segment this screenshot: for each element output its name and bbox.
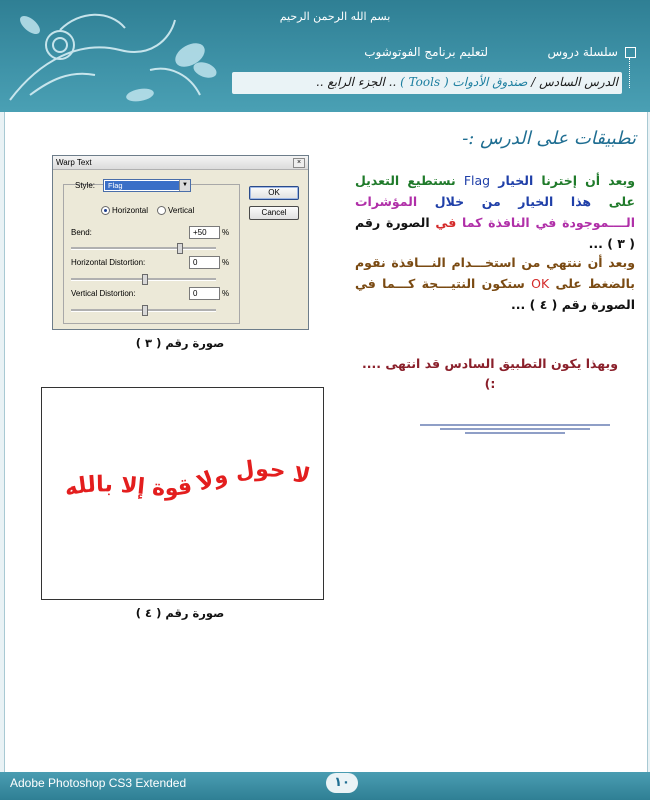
warp-groupbox: [63, 184, 240, 324]
breadcrumb-part: .. الجزء الرابع ..: [315, 75, 397, 89]
vertical-radio[interactable]: [157, 206, 166, 215]
section-title: تطبيقات على الدرس :-: [462, 128, 636, 149]
text-run: Flag: [463, 173, 491, 188]
paragraph-2: [355, 252, 635, 315]
vdist-input[interactable]: 0: [189, 287, 220, 300]
dialog-title: Warp Text: [53, 156, 308, 170]
vertical-label: Vertical: [168, 206, 195, 215]
caption-figure-4: صورة رقم ( ٤ ): [135, 606, 225, 620]
breadcrumb-lesson: الدرس السادس /: [531, 75, 618, 89]
percent-label: %: [222, 258, 230, 267]
text-run: هذا الخيار من خلال: [417, 194, 609, 209]
style-dropdown[interactable]: [103, 179, 191, 192]
closing-text: [355, 354, 625, 394]
style-selected-value: Flag: [105, 181, 180, 190]
text-run: الصورة رقم ( ٤ ) ...: [511, 297, 635, 312]
close-icon[interactable]: ×: [293, 158, 305, 168]
closing-line-2: :): [484, 376, 496, 391]
page-header: [0, 0, 650, 112]
text-run: ستكون النتيـــجة كـــما في: [355, 276, 532, 291]
bend-slider-thumb[interactable]: [177, 243, 183, 254]
hdist-slider-thumb[interactable]: [142, 274, 148, 285]
floral-ornament-icon: [0, 0, 230, 112]
cancel-button[interactable]: Cancel: [249, 206, 299, 220]
bend-label: Bend:: [71, 228, 92, 237]
text-run: في: [435, 215, 457, 230]
bismillah: بسم الله الرحمن الرحيم: [279, 10, 391, 23]
horizontal-label: Horizontal: [112, 206, 149, 215]
breadcrumb: [316, 75, 618, 89]
divider-lines: [420, 422, 610, 436]
warp-text-dialog: [52, 155, 309, 330]
text-run: OK: [531, 276, 550, 291]
hdist-input[interactable]: 0: [189, 256, 220, 269]
percent-label: %: [222, 289, 230, 298]
text-run: نستطيع التعديل على: [355, 173, 635, 209]
text-run: الخيار: [490, 173, 534, 188]
text-run: وبعد أن ننتهي من استخـــدام النـــافذة نقوم بالضغط على: [355, 255, 635, 291]
percent-label: %: [222, 228, 230, 237]
vdist-slider-thumb[interactable]: [142, 305, 148, 316]
dotted-connector: [629, 58, 630, 88]
warped-text-graphic: [42, 388, 323, 599]
footer-app-name: Adobe Photoshop CS3 Extended: [10, 776, 187, 790]
series-label: سلسلة دروس: [547, 45, 618, 59]
text-run: النافذة كما: [456, 215, 536, 230]
horizontal-radio[interactable]: [101, 206, 110, 215]
warped-result-textpath: لا حول ولا قوة إلا بالله: [62, 456, 313, 502]
bend-slider[interactable]: [71, 247, 216, 250]
closing-line-1: وبهذا يكون التطبيق السادس قد انتهى ....: [362, 356, 618, 371]
text-run: المؤشرات الــــموجودة في: [355, 194, 635, 230]
hdist-label: Horizontal Distortion:: [71, 258, 146, 267]
style-label: Style:: [75, 181, 96, 190]
vdist-slider[interactable]: [71, 309, 216, 312]
series-topic: لتعليم برنامج الفوتوشوب: [364, 45, 488, 59]
chevron-down-icon[interactable]: ▼: [179, 180, 190, 191]
breadcrumb-toolbox: صندوق الأدوات ( Tools ): [400, 75, 528, 89]
paragraph-1: [355, 170, 635, 254]
vdist-label: Vertical Distortion:: [71, 289, 136, 298]
text-run: وبعد أن إخترنا: [533, 173, 635, 188]
warped-result-text: [62, 457, 312, 502]
caption-figure-3: صورة رقم ( ٣ ): [135, 336, 225, 350]
hdist-slider[interactable]: [71, 278, 216, 281]
bend-input[interactable]: +50: [189, 226, 220, 239]
page-number: ١٠: [326, 773, 358, 793]
text-run: الصورة رقم ( ٣ ) ...: [355, 215, 635, 251]
ok-button[interactable]: OK: [249, 186, 299, 200]
result-canvas: [41, 387, 324, 600]
bullet-square-icon: [625, 47, 636, 58]
